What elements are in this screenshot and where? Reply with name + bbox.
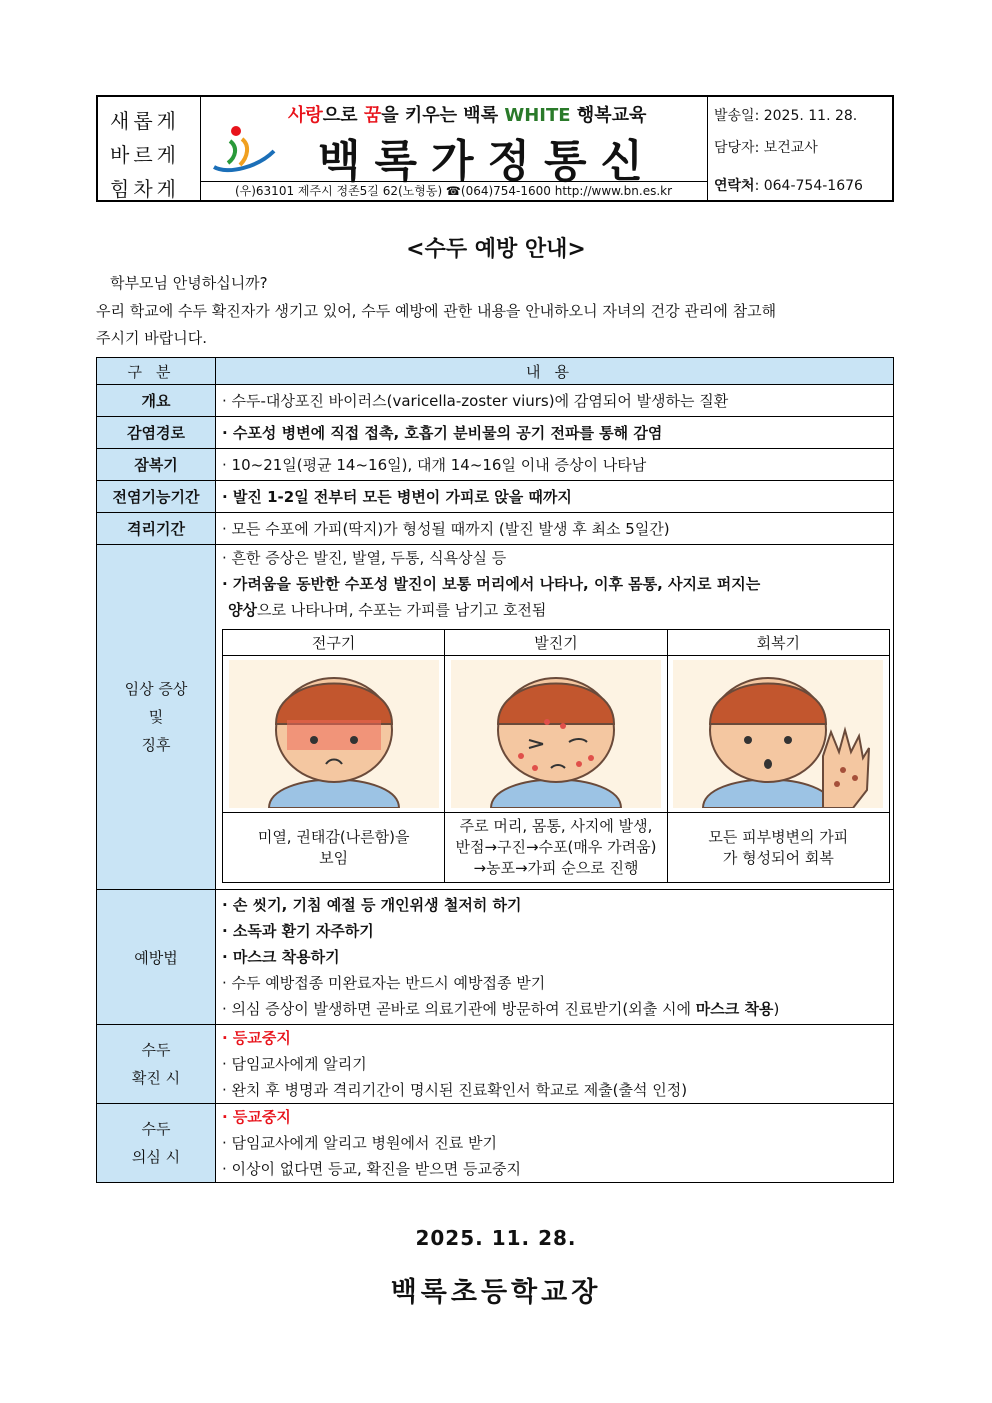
principal-signature: 백록초등학교장 xyxy=(390,1277,602,1308)
motto-line: 새롭게 xyxy=(110,109,180,133)
motto-line: 바르게 xyxy=(110,143,180,167)
stage-desc: 미열, 권태감(나른함)을 보임 xyxy=(223,813,445,883)
table-row xyxy=(97,449,894,481)
child-fever-illustration xyxy=(229,660,439,808)
row-label: 감염경로 xyxy=(97,417,216,449)
info-table xyxy=(96,357,894,1183)
page-title: <수두 예방 안내> xyxy=(406,237,586,262)
table-row xyxy=(97,385,894,417)
issue-info xyxy=(708,97,894,200)
row-text: · 모든 수포에 가피(딱지)가 형성될 때까지 (발진 발생 후 최소 5일간) xyxy=(216,513,894,545)
child-recovery-illustration xyxy=(673,660,883,808)
row-text: · 수두-대상포진 바이러스(varicella-zoster viurs)에 감염되어 발생하는 질환 xyxy=(216,385,894,417)
motto-line: 힘차게 xyxy=(110,177,180,201)
stage-table xyxy=(222,629,890,883)
issue-date: 2025. 11. 28. xyxy=(415,1226,577,1250)
masthead-area xyxy=(200,97,708,200)
clinical-line: · 가려움을 동반한 수포성 발진이 보통 머리에서 나타나, 이후 몸통, 사지로 퍼지는 xyxy=(222,575,761,593)
row-label: 예방법 xyxy=(97,890,216,1025)
prevention-item: · 의심 증상이 발생하면 곧바로 의료기관에 방문하여 진료받기(외출 시에 마스크 착용) xyxy=(222,1000,780,1018)
prevention-item: · 손 씻기, 기침 예절 등 개인위생 철저히 하기 xyxy=(222,896,522,914)
stage-name: 발진기 xyxy=(445,630,667,656)
table-row-suspected xyxy=(97,1104,894,1183)
table-row-prevention xyxy=(97,890,894,1025)
table-row-confirmed xyxy=(97,1025,894,1104)
send-date: 발송일: 2025. 11. 28. xyxy=(714,108,858,124)
newsletter-header xyxy=(96,95,894,202)
clinical-content xyxy=(216,545,894,890)
table-row xyxy=(97,513,894,545)
school-motto xyxy=(98,97,201,200)
row-label: 잠복기 xyxy=(97,449,216,481)
row-label: 수두 확진 시 xyxy=(97,1025,216,1104)
intro-line: 주시기 바랍니다. xyxy=(96,329,207,347)
prevention-item: · 소독과 환기 자주하기 xyxy=(222,922,374,940)
stage-desc: 모든 피부병변의 가피 가 형성되어 회복 xyxy=(667,813,889,883)
school-logo-icon xyxy=(208,123,278,175)
prevention-item: · 마스크 착용하기 xyxy=(222,948,340,966)
row-label: 격리기간 xyxy=(97,513,216,545)
suspected-item: · 등교중지 xyxy=(222,1108,291,1126)
slogan: 사랑으로 꿈을 키우는 백록 WHITE 행복교육 xyxy=(288,105,647,126)
table-header-category: 구분 xyxy=(97,358,216,385)
row-text: · 발진 1-2일 전부터 모든 병변이 가피로 앉을 때까지 xyxy=(216,481,894,513)
row-text: · 수포성 병변에 직접 접촉, 호흡기 분비물의 공기 전파를 통해 감염 xyxy=(216,417,894,449)
contact: 연락처: 064-754-1676 xyxy=(714,178,863,194)
prevention-item: · 수두 예방접종 미완료자는 반드시 예방접종 받기 xyxy=(222,974,546,992)
stage-image-cell xyxy=(667,656,889,813)
intro-greeting: 학부모님 안녕하십니까? xyxy=(110,274,268,292)
stage-name: 전구기 xyxy=(223,630,445,656)
confirmed-item: · 완치 후 병명과 격리기간이 명시된 진료확인서 학교로 제출(출석 인정) xyxy=(222,1081,688,1099)
suspected-item: · 이상이 없다면 등교, 확진을 받으면 등교중지 xyxy=(222,1160,521,1178)
school-address: (우)63101 제주시 정존5길 62(노형동) ☎(064)754-1600 http://www.bn.es.kr xyxy=(200,181,707,201)
confirmed-item: · 담임교사에게 알리기 xyxy=(222,1055,367,1073)
table-row xyxy=(97,417,894,449)
row-label: 임상 증상 및 징후 xyxy=(97,545,216,890)
confirmed-content xyxy=(216,1025,894,1104)
row-label: 수두 의심 시 xyxy=(97,1104,216,1183)
row-label: 전염기능기간 xyxy=(97,481,216,513)
table-row-clinical xyxy=(97,545,894,890)
stage-image-cell xyxy=(445,656,667,813)
row-text: · 10~21일(평균 14~16일), 대개 14~16일 이내 증상이 나타남 xyxy=(216,449,894,481)
stage-name: 회복기 xyxy=(667,630,889,656)
confirmed-item: · 등교중지 xyxy=(222,1029,291,1047)
table-header-content: 내용 xyxy=(216,358,894,385)
masthead-title: 백록가정통신 xyxy=(318,136,658,187)
prevention-content xyxy=(216,890,894,1025)
table-row xyxy=(97,481,894,513)
clinical-line: · 흔한 증상은 발진, 발열, 두통, 식욕상실 등 xyxy=(222,549,507,567)
stage-desc: 주로 머리, 몸통, 사지에 발생, 반점→구진→수포(매우 가려움) →농포→가피 순으로 진행 xyxy=(445,813,667,883)
row-label: 개요 xyxy=(97,385,216,417)
clinical-line: 양상으로 나타나며, 수포는 가피를 남기고 호전됨 xyxy=(228,601,547,619)
suspected-item: · 담임교사에게 알리고 병원에서 진료 받기 xyxy=(222,1134,497,1152)
child-rash-illustration xyxy=(451,660,661,808)
manager: 담당자: 보건교사 xyxy=(714,140,818,156)
intro-line: 우리 학교에 수두 확진자가 생기고 있어, 수두 예방에 관한 내용을 안내하오니 자녀의 건강 관리에 참고해 xyxy=(96,302,777,320)
suspected-content xyxy=(216,1104,894,1183)
stage-image-cell xyxy=(223,656,445,813)
